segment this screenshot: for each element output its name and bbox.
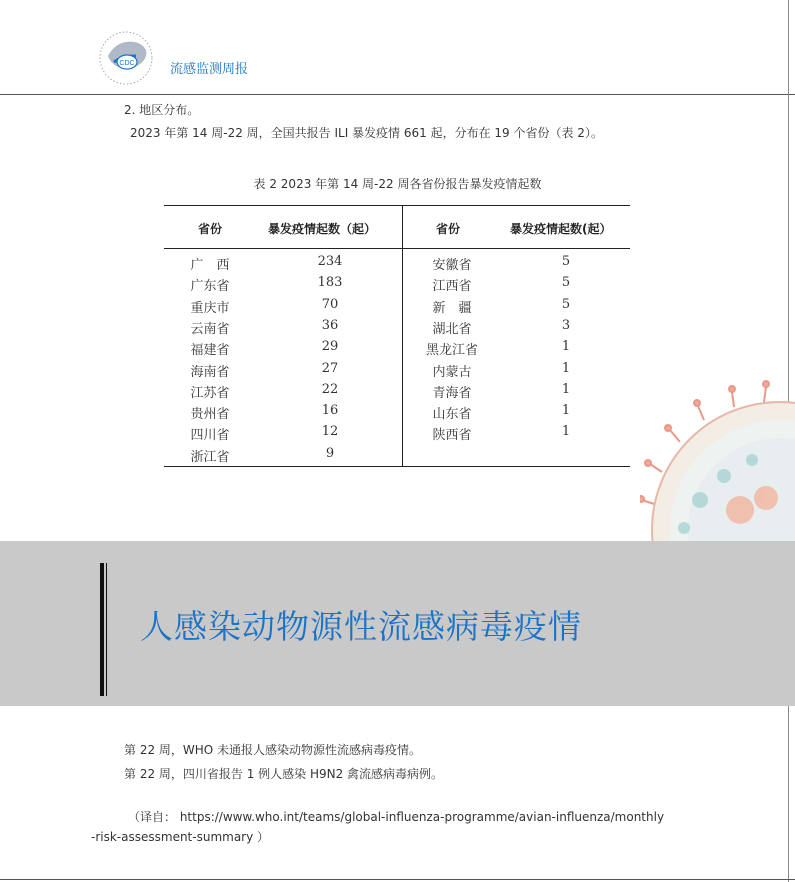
header-province-2: 省份: [436, 222, 461, 236]
banner-accent-bar: [100, 563, 104, 696]
cell-count: 183: [317, 275, 343, 291]
banner-title: 人感染动物源性流感病毒疫情: [140, 607, 582, 646]
source-line-2: -risk-assessment-summary ）: [91, 830, 270, 844]
cell-province: 江苏省: [190, 385, 230, 401]
cell-province: 贵州省: [190, 407, 230, 423]
header-count: 暴发疫情起数（起）: [268, 222, 377, 236]
svg-text:CDC: CDC: [119, 60, 135, 67]
cell-province: 广 西: [190, 258, 230, 273]
cell-count-2: 1: [561, 381, 571, 397]
cell-province-2: 安徽省: [432, 258, 472, 273]
cell-province: 浙江省: [190, 449, 230, 465]
cell-province-2: 青海省: [432, 385, 472, 401]
header-province: 省份: [198, 222, 223, 236]
cell-province-2: 新 疆: [432, 300, 472, 316]
cell-province: 重庆市: [190, 300, 230, 316]
cell-count-2: 5: [561, 254, 571, 269]
body-line-1: 第 22 周，WHO 未通报人感染动物源性流感病毒疫情。: [124, 743, 422, 757]
cell-count: 12: [321, 424, 339, 440]
cell-count: 234: [317, 254, 343, 269]
cell-count-2: 1: [561, 360, 571, 376]
cell-count-2: 1: [561, 424, 571, 440]
cell-count: 70: [321, 296, 339, 312]
section-heading: 2. 地区分布。: [124, 103, 200, 117]
cell-province-2: 内蒙古: [432, 364, 472, 380]
cell-province: 福建省: [190, 343, 230, 359]
table-caption: 表 2 2023 年第 14 周-22 周各省份报告暴发疫情起数: [253, 177, 542, 191]
cell-count: 29: [321, 339, 339, 355]
cell-count-2: 1: [561, 403, 571, 419]
province-outbreak-table: [164, 205, 630, 467]
cell-count: 27: [321, 360, 339, 376]
cell-count: 16: [321, 403, 339, 419]
cell-province-2: 湖北省: [432, 321, 472, 337]
cell-count-2: 3: [561, 317, 571, 333]
cdc-logo: [96, 26, 168, 88]
cell-count: 22: [321, 381, 339, 397]
cell-count: 9: [325, 445, 335, 461]
table-column-divider: [402, 206, 403, 466]
cell-count: 36: [321, 317, 339, 333]
cell-province: 云南省: [190, 321, 230, 337]
cell-province: 海南省: [190, 364, 230, 380]
cell-province: 广东省: [190, 279, 230, 295]
cell-province-2: 江西省: [432, 279, 472, 295]
cell-province-2: 陕西省: [432, 428, 472, 444]
header-divider: [0, 94, 795, 95]
table-header-divider: [164, 248, 630, 249]
virus-illustration: [640, 380, 795, 542]
body-line-2: 第 22 周，四川省报告 1 例人感染 H9N2 禽流感病毒病例。: [124, 767, 444, 781]
cell-count-2: 5: [561, 296, 571, 312]
cell-province-2: 黑龙江省: [425, 343, 478, 359]
section-paragraph: 2023 年第 14 周-22 周，全国共报告 ILI 暴发疫情 661 起，分布在 19 个省份（表 2）。: [130, 126, 603, 140]
cell-province: 四川省: [190, 428, 230, 444]
footer-divider: [0, 879, 795, 880]
header-count-2: 暴发疫情起数(起）: [510, 222, 612, 236]
source-line-1: （译自： https://www.who.int/teams/global-influenza-programme/avian-influenza/monthly: [128, 810, 665, 824]
banner-accent-line: [106, 563, 107, 696]
cell-count-2: 1: [561, 339, 571, 355]
cell-count-2: 5: [561, 275, 571, 291]
header-title: 流感监测周报: [170, 62, 249, 77]
cell-province-2: 山东省: [432, 407, 472, 423]
